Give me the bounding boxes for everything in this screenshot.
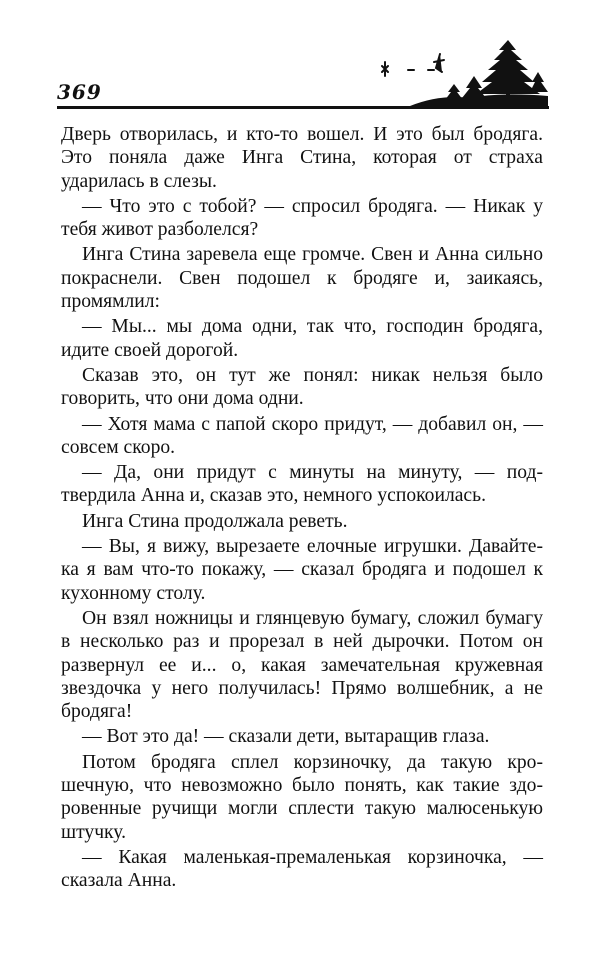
bird-icon (382, 62, 388, 76)
page-number: 369 (57, 80, 102, 104)
forest-birds-illustration (370, 36, 550, 108)
paragraph: Дверь отворилась, и кто-то вошел. И это был бродяга. Это поняла даже Инга Стина, которая от страха ударилась в слезы. (61, 124, 543, 192)
tree-icon (462, 76, 486, 98)
body-text (61, 123, 543, 893)
paragraph: — Да, они придут с минуты на минуту, — подтвердила Анна и, сказав это, немного успокоилась. (61, 462, 543, 507)
paragraph: — Какая маленькая-премаленькая корзиночка, — сказала Анна. (61, 846, 543, 892)
tree-icon (530, 72, 548, 92)
paragraph: — Вы, я вижу, вырезаете елочные игрушки. Давайте-ка я вам что-то покажу, — сказал бродяга и подошел к кухонному столу. (61, 536, 543, 604)
header-rule (57, 106, 549, 109)
tree-icon (445, 84, 463, 100)
paragraph: Потом бродяга сплел корзиночку, да такую крошечную, что невозможно было понять, как такие здоровенные ручищи могли сплести такую малюсенькую штучку. (61, 751, 543, 843)
bird-icon (428, 54, 444, 72)
paragraph: Он взял ножницы и глянцевую бумагу, сложил бумагу в несколько раз и прорезал в ней дырочки. Потом он развернул ее и... о, какая замечательная кружевная звездочка у него получилась! Прямо волшебник, а не бродяга! (61, 607, 543, 723)
paragraph: — Хотя мама с папой скоро придут, — добавил он, — совсем скоро. (61, 413, 543, 458)
paragraph: Инга Стина продолжала реветь. (82, 510, 348, 532)
paragraph: Инга Стина заревела еще громче. Свен и Анна сильно покраснели. Свен подошел к бродяге и, заикаясь, промямлил: (61, 244, 543, 313)
paragraph: Сказав это, он тут же понял: никак нельзя было говорить, что они дома одни. (61, 364, 543, 410)
tree-icon (476, 40, 540, 102)
paragraph: — Что это с тобой? — спросил бродяга. — Никак у тебя живот разболелся? (61, 195, 543, 241)
paragraph: — Вот это да! — сказали дети, вытаращив глаза. (82, 726, 490, 748)
paragraph: — Мы... мы дома одни, так что, господин бродяга, идите своей дорогой. (61, 316, 543, 361)
